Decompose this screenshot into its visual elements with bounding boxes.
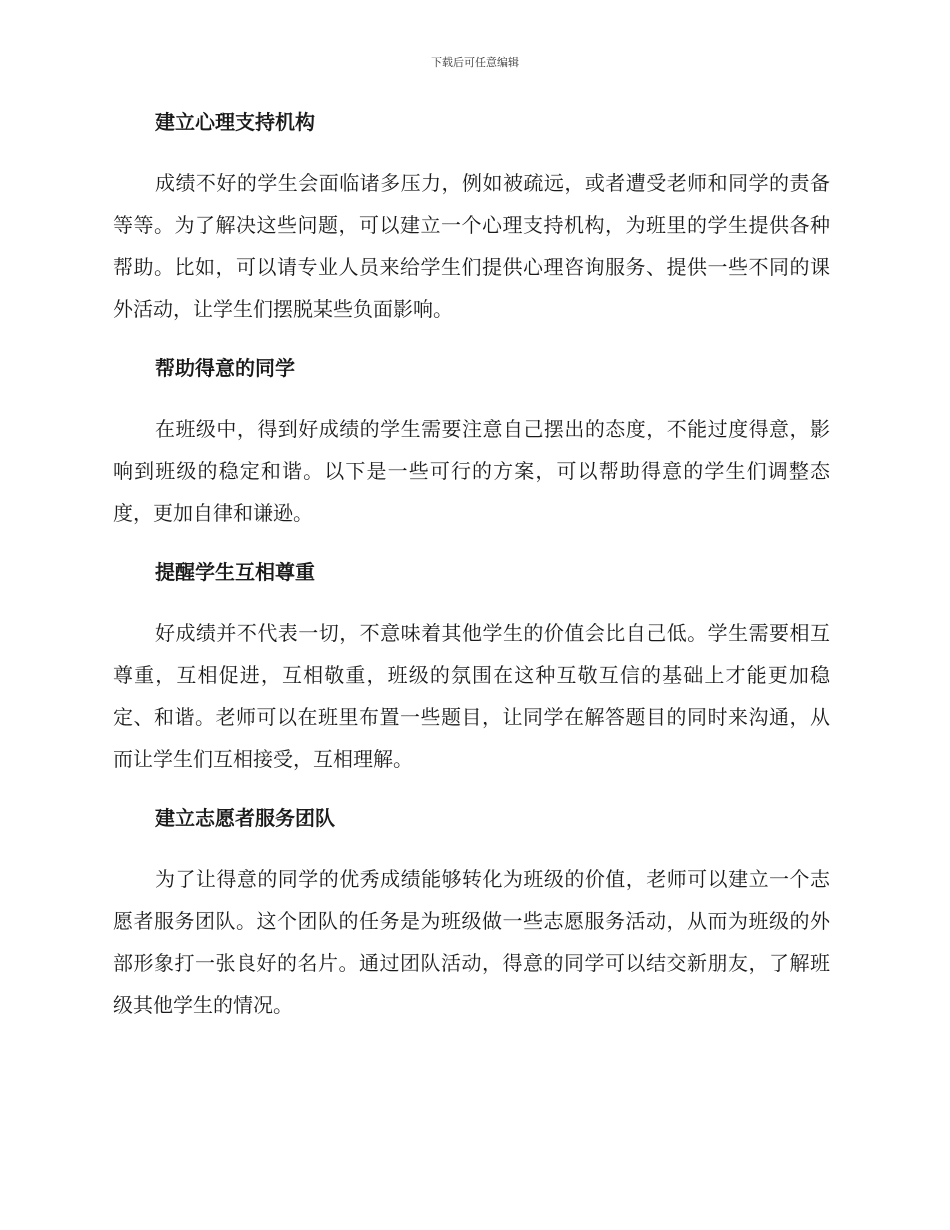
document-body (113, 108, 830, 1026)
spacer (113, 136, 830, 162)
section-paragraph-psych-support: 成绩不好的学生会面临诸多压力，例如被疏远，或者遭受老师和同学的责备等等。为了解决这些问题，可以建立一个心理支持机构，为班里的学生提供各种帮助。比如，可以请专业人员来给学生们提供心理咨询服务、提供一些不同的课外活动，让学生们摆脱某些负面影响。 (113, 171, 830, 321)
section-title-psych-support: 建立心理支持机构 (155, 110, 315, 134)
spacer (113, 780, 830, 804)
spacer (113, 534, 830, 558)
spacer (113, 382, 830, 408)
section-paragraph-mutual-respect: 好成绩并不代表一切，不意味着其他学生的价值会比自己低。学生需要相互尊重，互相促进，互相敬重，班级的氛围在这种互敬互信的基础上才能更加稳定、和谐。老师可以在班里布置一些题目，让同学在解答题目的同时来沟通，从而让学生们互相接受，互相理解。 (113, 621, 830, 771)
spacer (113, 832, 830, 858)
section-title-help-proud-students: 帮助得意的同学 (155, 356, 295, 380)
page-header-note: 下载后可任意编辑 (431, 56, 519, 69)
section-paragraph-volunteer-team: 为了让得意的同学的优秀成绩能够转化为班级的价值，老师可以建立一个志愿者服务团队。这个团队的任务是为班级做一些志愿服务活动，从而为班级的外部形象打一张良好的名片。通过团队活动，得意的同学可以结交新朋友，了解班级其他学生的情况。 (113, 867, 830, 1017)
spacer (113, 586, 830, 612)
section-title-mutual-respect: 提醒学生互相尊重 (155, 560, 315, 584)
section-paragraph-help-proud-students: 在班级中，得到好成绩的学生需要注意自己摆出的态度，不能过度得意，影响到班级的稳定和谐。以下是一些可行的方案，可以帮助得意的学生们调整态度，更加自律和谦逊。 (113, 417, 830, 525)
section-title-volunteer-team: 建立志愿者服务团队 (155, 806, 335, 830)
spacer (113, 330, 830, 354)
